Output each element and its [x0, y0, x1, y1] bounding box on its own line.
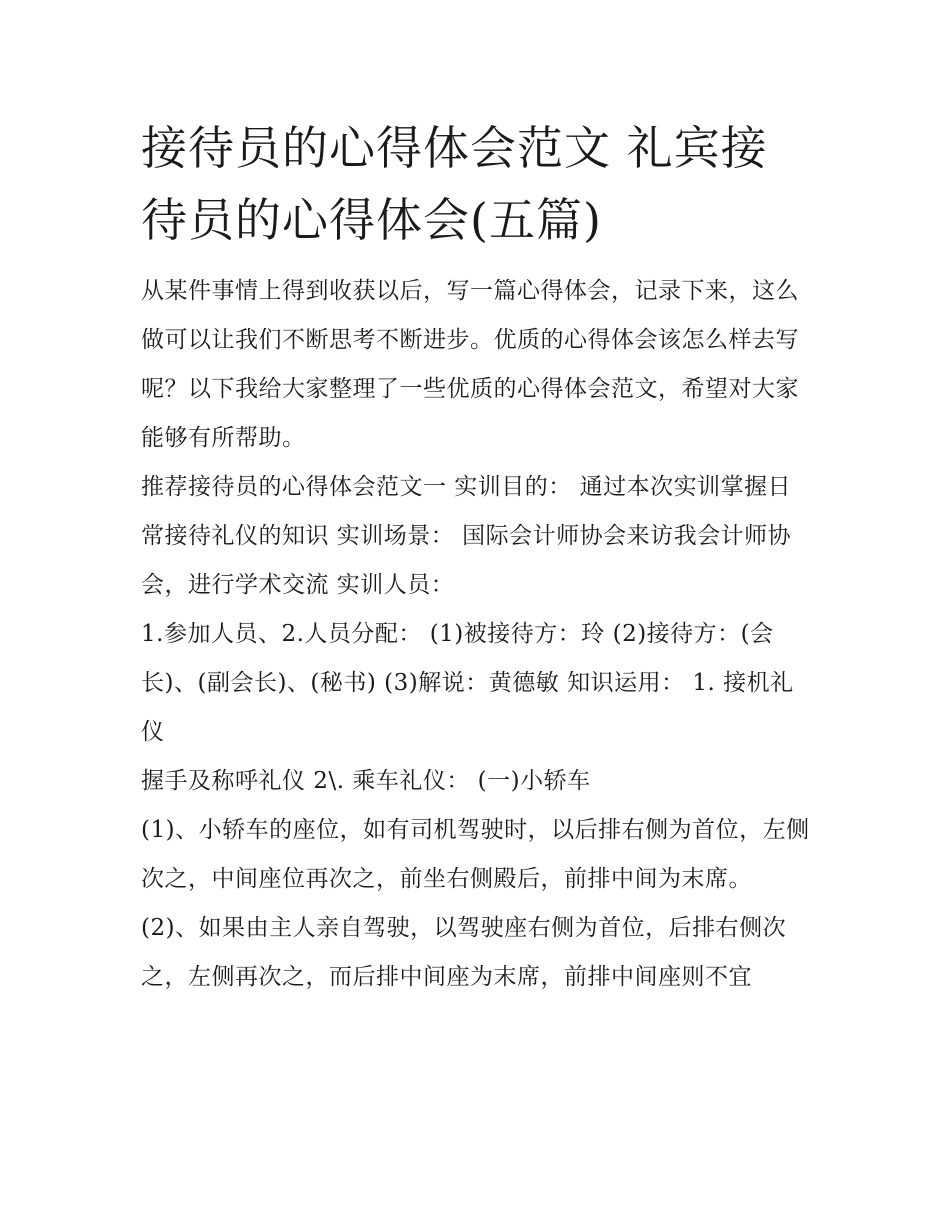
document-title: 接待员的心得体会范文 礼宾接待员的心得体会(五篇) [141, 121, 768, 247]
paragraph-training-purpose: 推荐接待员的心得体会范文一 实训目的： 通过本次实训掌握日常接待礼仪的知识 实训场景： 国际会计师协会来访我会计师协会，进行学术交流 实训人员： [141, 474, 792, 598]
paragraph-personnel: 1.参加人员、2.人员分配： (1)被接待方：玲 (2)接待方：(会长)、(副会长)、(秘书) (3)解说：黄德敏 知识运用： 1. 接机礼仪 [141, 621, 794, 745]
paragraph-intro: 从某件事情上得到收获以后，写一篇心得体会，记录下来，这么做可以让我们不断思考不断进步。优质的心得体会该怎么样去写呢？以下我给大家整理了一些优质的心得体会范文，希望对大家能够有所帮助。 [141, 278, 799, 451]
paragraph-seat-rule-1: (1)、小轿车的座位，如有司机驾驶时，以后排右侧为首位，左侧次之，中间座位再次之，前坐右侧殿后，前排中间为末席。 [141, 817, 810, 892]
paragraph-handshake: 握手及称呼礼仪 2\. 乘车礼仪： (一)小轿车 [141, 768, 591, 794]
document-page [141, 112, 813, 1002]
paragraph-seat-rule-2: (2)、如果由主人亲自驾驶，以驾驶座右侧为首位，后排右侧次之，左侧再次之，而后排中间座为末席，前排中间座则不宜 [141, 915, 787, 990]
